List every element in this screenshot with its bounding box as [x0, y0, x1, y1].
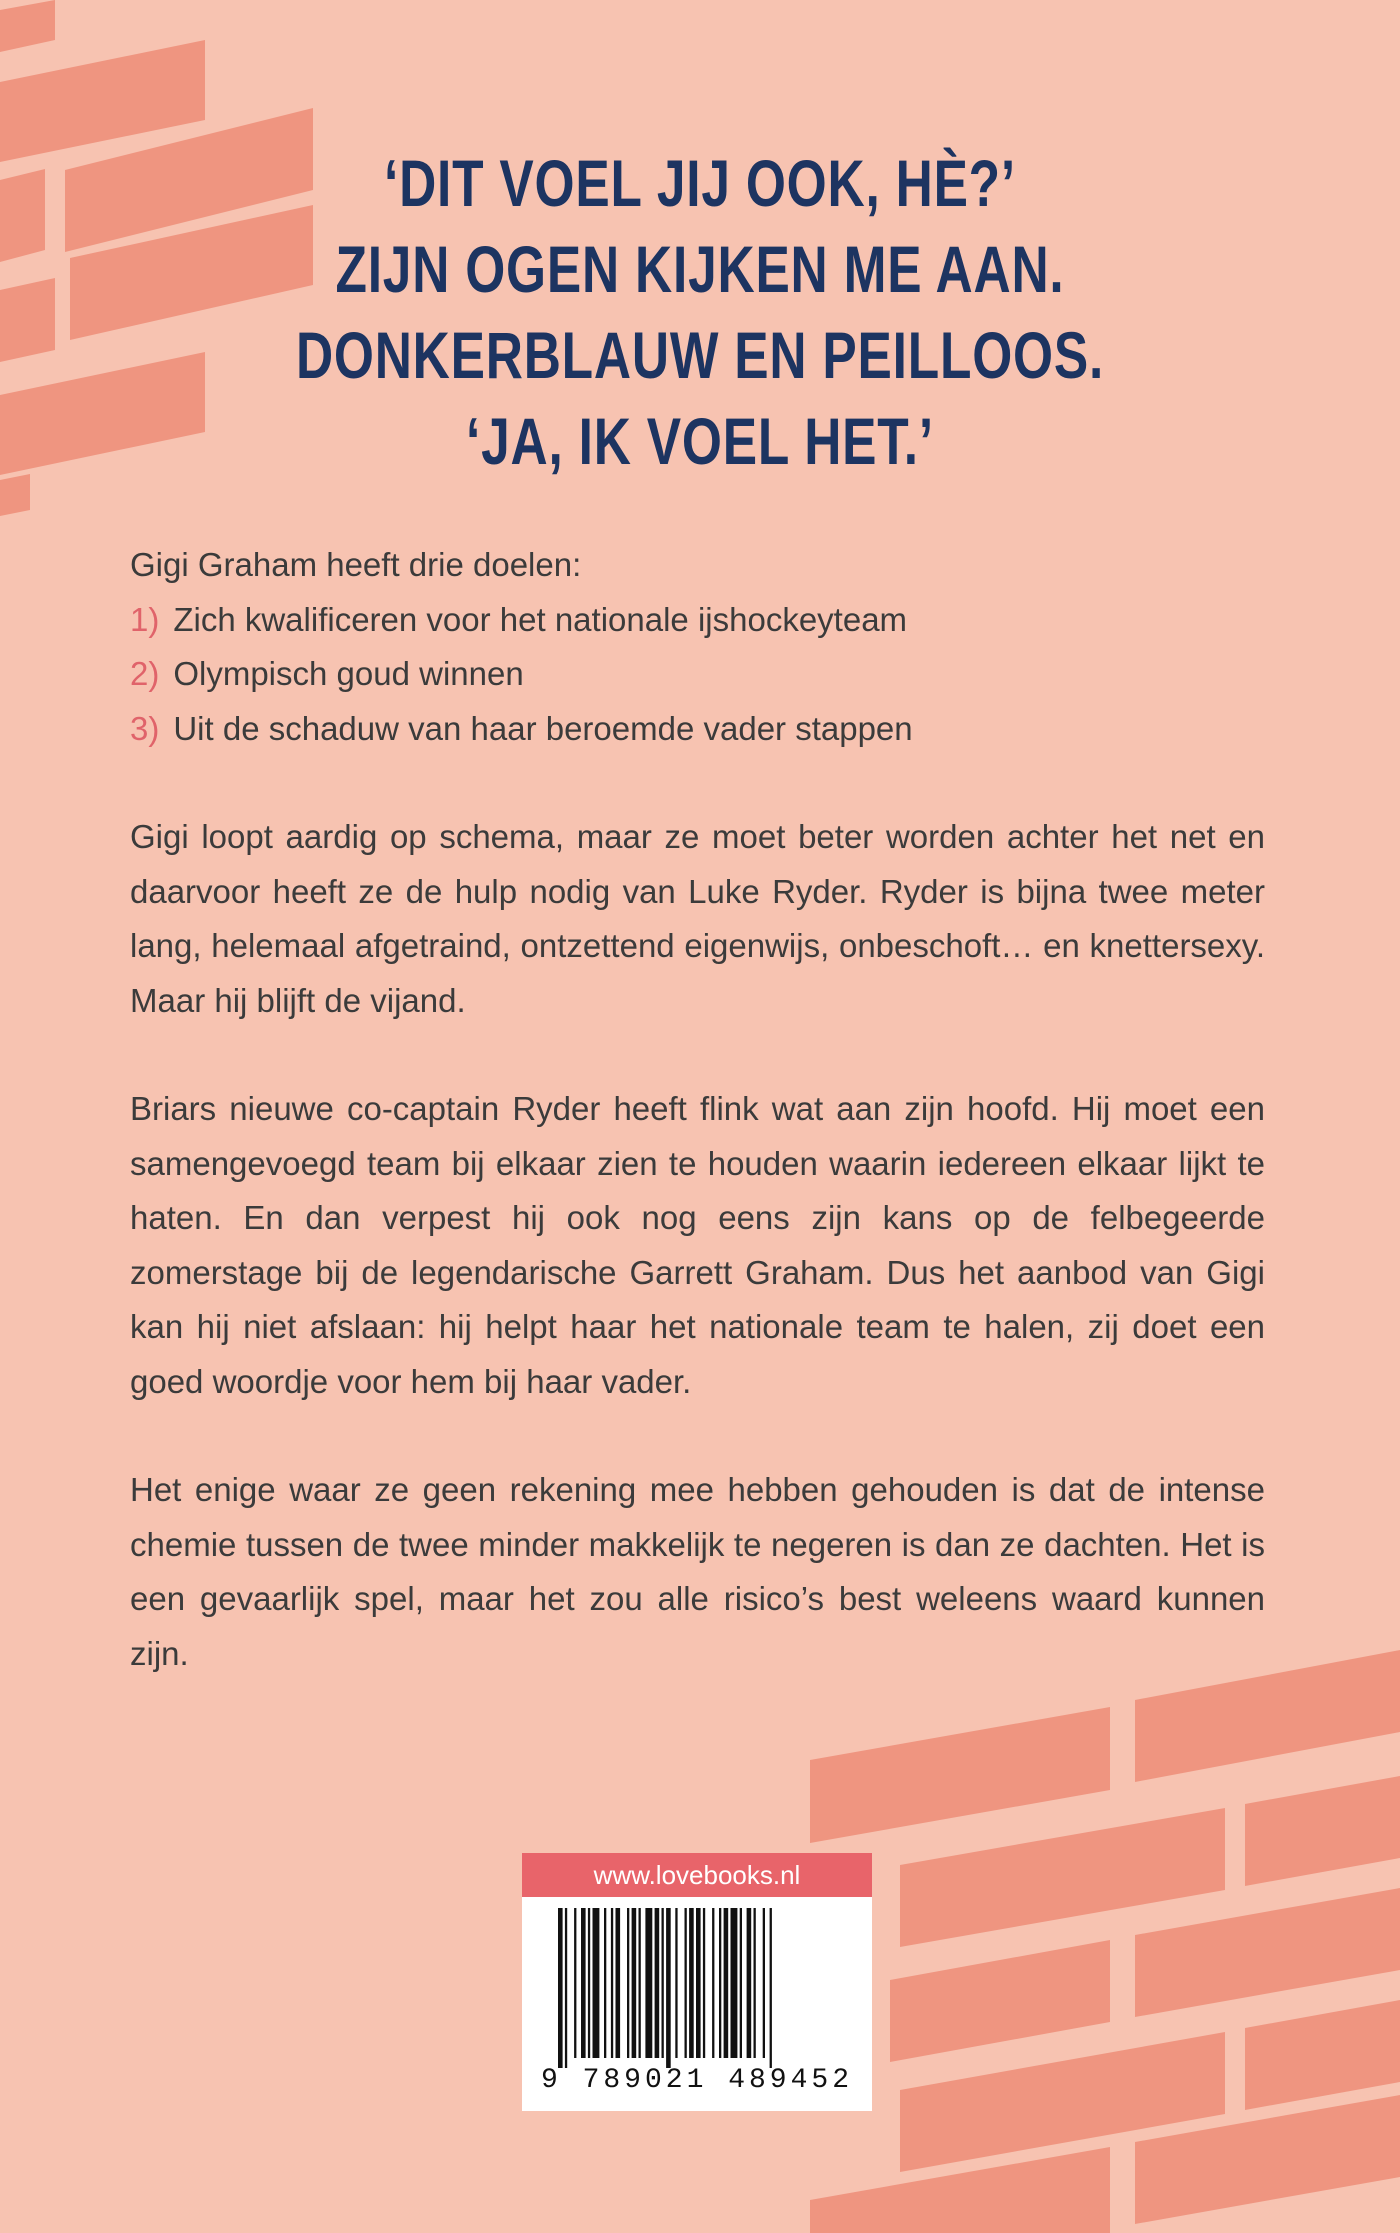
goal-item — [130, 702, 1265, 757]
barcode-bar — [703, 1908, 705, 2058]
barcode-bar — [627, 1908, 629, 2058]
barcode-bar — [675, 1908, 677, 2058]
barcode-bar — [763, 1908, 765, 2058]
headline-line: DONKERBLAUW EN PEILLOOS. — [295, 318, 1105, 392]
goal-text: Zich kwalificeren voor het nationale ijshockeyteam — [173, 600, 908, 638]
goal-number: 1) — [130, 600, 160, 638]
barcode-bar — [740, 1908, 742, 2058]
barcode-bar — [565, 1908, 567, 2068]
barcode-bar — [655, 1908, 660, 2058]
barcode-bar — [593, 1908, 600, 2058]
isbn-number: 9 789021 489452 — [540, 2065, 854, 2096]
blurb — [130, 538, 1265, 1681]
headline-line: ‘JA, IK VOEL HET.’ — [466, 404, 934, 478]
blurb-paragraph: Briars nieuwe co-captain Ryder heeft flink wat aan zijn hoofd. Hij moet een samengevoegd team bij elkaar zien te houden waarin iedereen elkaar lijkt te haten. En dan verpest hij ook nog eens zijn kans op de felbegeerde zomerstage bij de legendarische Garrett Graham. Dus het aanbod van Gigi kan hij niet afslaan: hij helpt haar het nationale team te halen, zij doet een goed woordje voor hem bij haar vader. — [130, 1090, 1265, 1400]
barcode-bar — [639, 1908, 641, 2058]
barcode-bar — [588, 1908, 590, 2058]
headline-line: ‘DIT VOEL JIJ OOK, HÈ?’ — [383, 146, 1016, 220]
barcode-bar — [616, 1908, 621, 2058]
barcode-bar — [604, 1908, 606, 2058]
barcode-bar — [731, 1908, 738, 2058]
barcode-bar — [574, 1908, 576, 2058]
barcode-bar — [724, 1908, 729, 2058]
goal-text: Olympisch goud winnen — [173, 655, 524, 692]
barcode-bar — [632, 1908, 637, 2058]
barcode-bar — [581, 1908, 586, 2058]
blurb-paragraph: Het enige waar ze geen rekening mee hebben gehouden is dat de intense chemie tussen de twee minder makkelijk te negeren is dan ze dachten. Het is een gevaarlijk spel, maar het zou alle risico’s best weleens waard kunnen zijn. — [130, 1471, 1265, 1672]
headline-line: ZIJN OGEN KIJKEN ME AAN. — [335, 232, 1065, 306]
barcode-bar — [558, 1908, 563, 2068]
barcode-bar — [696, 1908, 701, 2058]
barcode-bar — [712, 1908, 714, 2058]
barcode-bar — [770, 1908, 772, 2068]
blurb-paragraph: Gigi loopt aardig op schema, maar ze moet beter worden achter het net en daarvoor heeft ze de hulp nodig van Luke Ryder. Ryder is bijna twee meter lang, helemaal afgetraind, ontzettend eigenwijs, onbeschoft… en knettersexy. Maar hij blijft de vijand. — [130, 818, 1265, 1019]
headline-quote — [0, 140, 1400, 484]
goal-number: 2) — [130, 655, 160, 692]
barcode-icon — [558, 1908, 836, 2068]
barcode-bar — [754, 1908, 756, 2058]
barcode-bar — [685, 1908, 687, 2058]
barcode-bar — [645, 1908, 652, 2058]
website-url: www.lovebooks.nl — [522, 1853, 872, 1897]
barcode-bar — [747, 1908, 752, 2058]
goals-list — [130, 593, 1265, 757]
barcode-bar — [689, 1908, 694, 2058]
goal-text: Uit de schaduw van haar beroemde vader stappen — [173, 709, 913, 747]
blurb-intro: Gigi Graham heeft drie doelen: — [130, 546, 582, 583]
barcode-bar — [611, 1908, 613, 2058]
goal-item — [130, 593, 1265, 648]
barcode-bar — [666, 1908, 671, 2068]
barcode-bar — [719, 1908, 721, 2058]
goal-number: 3) — [130, 709, 160, 747]
barcode-label — [522, 1853, 872, 2111]
goal-item — [130, 647, 1265, 702]
barcode-bar — [662, 1908, 664, 2058]
